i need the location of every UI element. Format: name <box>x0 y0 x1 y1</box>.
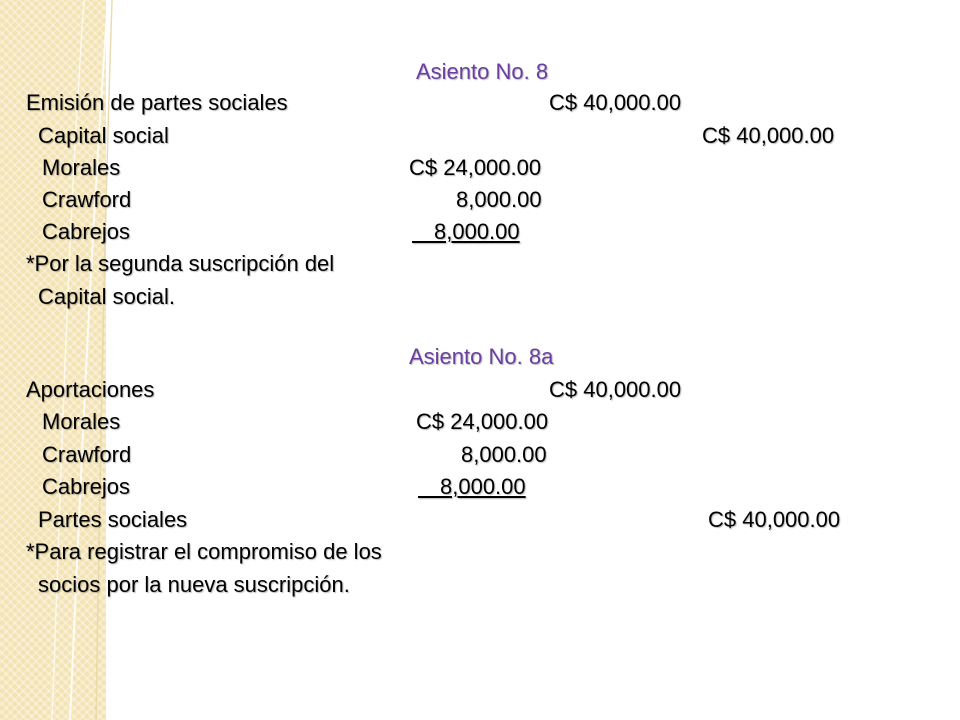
asiento-8a-row-amount: C$ 24,000.00 <box>416 409 549 434</box>
asiento-8-row-amount: C$ 40,000.00 <box>702 123 835 148</box>
asiento-8a-title: Asiento No. 8a <box>409 344 554 369</box>
asiento-8a-row-label: Aportaciones <box>26 377 155 402</box>
asiento-8a-row-label: Cabrejos <box>42 474 131 499</box>
asiento-8-row-label: Emisión de partes sociales <box>26 90 288 115</box>
asiento-8a-row-amount <box>418 474 526 500</box>
asiento-8-row-amount: C$ 24,000.00 <box>409 155 542 180</box>
asiento-8-row-amount: C$ 40,000.00 <box>549 90 682 115</box>
asiento-8-row-amount: 8,000.00 <box>456 187 542 212</box>
asiento-8-row-label: Cabrejos <box>42 219 131 244</box>
asiento-8-row-label: Capital social <box>38 123 169 148</box>
asiento-8a-row-amount: C$ 40,000.00 <box>549 377 682 402</box>
asiento-8a-row-label: Crawford <box>42 442 132 467</box>
underlined-amount: 8,000.00 <box>434 219 520 244</box>
asiento-8a-row-amount: 8,000.00 <box>461 442 547 467</box>
asiento-8-title: Asiento No. 8 <box>416 59 549 84</box>
asiento-8-row-label: Crawford <box>42 187 132 212</box>
underlined-amount: 8,000.00 <box>440 474 526 499</box>
asiento-8-row-amount <box>412 219 520 245</box>
asiento-8a-note-line1: *Para registrar el compromiso de los <box>26 539 382 564</box>
asiento-8a-row-label: Morales <box>42 409 121 434</box>
asiento-8-note-line1: *Por la segunda suscripción del <box>26 251 335 276</box>
asiento-8a-row-label: Partes sociales <box>38 507 188 532</box>
asiento-8a-note-line2: socios por la nueva suscripción. <box>38 572 350 597</box>
asiento-8-row-label: Morales <box>42 155 121 180</box>
asiento-8a-row-amount: C$ 40,000.00 <box>708 507 841 532</box>
asiento-8-note-line2: Capital social. <box>38 284 175 309</box>
